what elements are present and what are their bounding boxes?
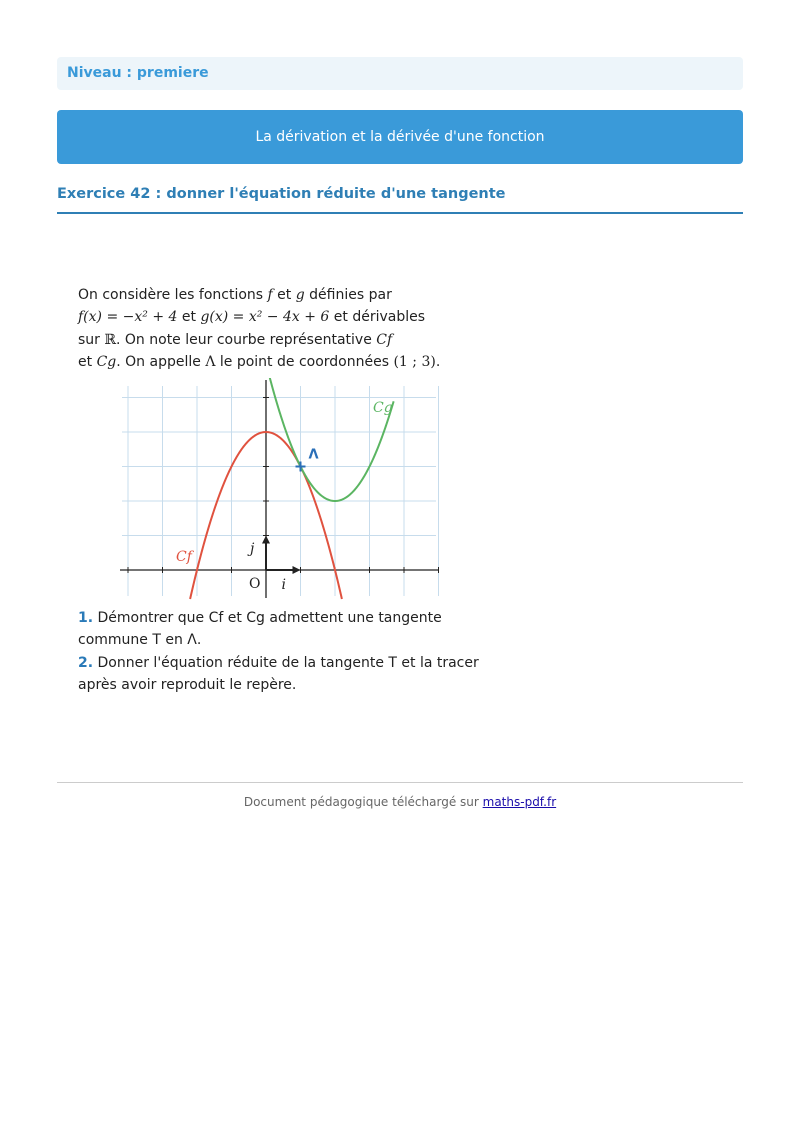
intro-text: et [272,287,296,303]
intro-text: le point de coordonnées [215,353,394,370]
intro-paragraph [78,284,498,373]
intro-text: . [435,353,441,370]
intro-text: . On appelle [116,353,206,370]
intro-text: définies par [304,287,392,303]
exercise-title: Exercice 42 : donner l'équation réduite d'une tangente [57,186,506,202]
footer [57,795,743,809]
intro-text: et [78,353,97,370]
question-number: 1. [78,610,94,627]
unit-vector-j-arrow [262,536,270,544]
point-coordinates: (1 ; 3) [393,353,436,370]
question-text: Démontrer que Cf et Cg admettent une tangente commune T en Λ. [78,610,442,649]
level-badge: Niveau : premiere [57,57,743,90]
question-1 [78,607,498,652]
chapter-banner [57,110,743,164]
point-symbol: Λ [205,353,216,370]
intro-text: et [177,309,201,326]
intro-text: On considère les fonctions [78,287,268,303]
function-f: f [267,287,273,303]
intro-text: sur [78,331,105,348]
curve-cg-symbol: Cg [96,353,117,370]
f-definition: f(x) = −x² + 4 [78,309,178,326]
g-definition: g(x) = x² − 4x + 6 [200,309,330,326]
grid [122,386,439,596]
footer-divider [57,782,743,783]
intro-text: . On note leur courbe représentative [116,331,377,348]
unit-vector-i-label: i [281,577,287,593]
footer-link[interactable]: maths-pdf.fr [482,795,557,809]
unit-vector-i-arrow [293,566,301,574]
unit-vector-j-label: j [250,540,255,557]
origin-label: O [249,576,261,592]
real-set-symbol: ℝ [104,331,117,348]
title-divider [57,212,743,214]
intro-text: et dérivables [329,309,426,326]
function-g: g [295,287,305,303]
function-graph [118,378,440,600]
point-marker [296,462,306,472]
curve-cg-label: Cg [373,400,393,416]
chapter-title: La dérivation et la dérivée d'une fonction [255,129,545,145]
question-2 [78,652,498,697]
question-text: Donner l'équation réduite de la tangente T et la tracer après avoir reproduit le repère. [78,654,479,694]
curve-cf-label: Cf [176,549,192,565]
question-number: 2. [78,654,94,671]
curve-cf-symbol: Cf [376,331,393,348]
point-label: Λ [308,447,319,463]
footer-text: Document pédagogique téléchargé sur [243,795,483,809]
